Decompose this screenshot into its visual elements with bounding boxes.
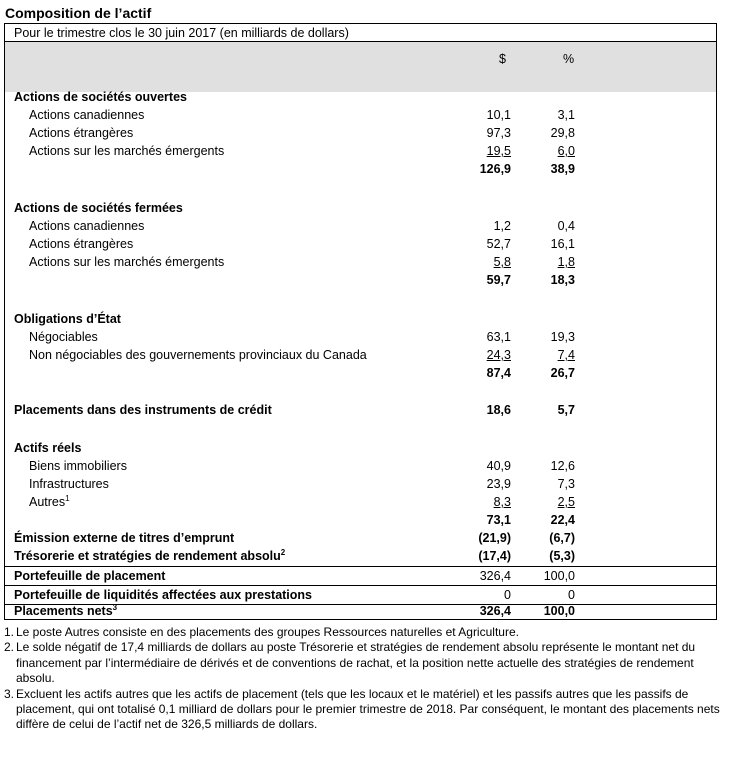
footnotes [4, 625, 724, 733]
section-heading-private-equity: Actions de sociétés fermées [14, 201, 183, 215]
table-row: Actions canadiennes 10,1 3,1 [29, 108, 575, 122]
section-heading-government-bonds: Obligations d’État [14, 312, 121, 326]
credit-investments-row: Placements dans des instruments de crédit 18,6 5,7 [14, 403, 575, 417]
footnote: 3. Excluent les actifs autres que les actifs de placement (tels que les locaux et le matériel) et les passifs autres que les passifs de placement, qui ont totalisé 0,1 milliard de dollars pour le premier trimestre de 2018. Par conséquent, le montant des placements nets diffère de celui de l’actif net de 326,5 milliards de dollars. [4, 686, 720, 732]
subtotal-row: 59,7 18,3 [486, 273, 575, 287]
column-header-percent: % [563, 52, 575, 66]
page-title: Composition de l’actif [5, 5, 152, 21]
footnote: 1. Le poste Autres consiste en des placements des groupes Ressources naturelles et Agriculture. [4, 625, 519, 639]
footnote: 2. Le solde négatif de 17,4 milliards de dollars au poste Trésorerie et stratégies de rendement absolu représente le montant net du financement par l’intermédiaire de dérivés et de conventions de rachat, et la position nette actuelle des stratégies de rendement absolu. [4, 640, 696, 686]
table-row: Non négociables des gouvernements provinciaux du Canada 24,3 7,4 [29, 348, 575, 362]
table-row: Négociables 63,1 19,3 [29, 330, 575, 344]
column-header-dollars: $ [499, 52, 506, 66]
investment-portfolio-row: Portefeuille de placement 326,4 100,0 [14, 569, 575, 583]
column-header-band [5, 42, 716, 92]
footnote-ref: 3 [112, 602, 118, 612]
table-row: Actions sur les marchés émergents 19,5 6,0 [29, 144, 575, 158]
external-debt-row: Émission externe de titres d’emprunt (21,9) (6,7) [14, 531, 575, 545]
footnote-ref: 2 [280, 547, 286, 557]
section-heading-public-equity: Actions de sociétés ouvertes [14, 90, 187, 104]
net-investments-row: Placements nets$^3$ 326,4 100,0 [14, 602, 575, 618]
asset-composition-table [4, 23, 717, 620]
table-row: Actions sur les marchés émergents 5,8 1,8 [29, 255, 575, 269]
subtotal-row: 87,4 26,7 [486, 366, 575, 380]
footnote-ref: 1 [65, 493, 70, 503]
section-heading-real-assets: Actifs réels [14, 441, 82, 455]
table-row: Biens immobiliers 40,9 12,6 [29, 459, 575, 473]
table-row: Actions étrangères 52,7 16,1 [29, 237, 575, 251]
table-row: Actions étrangères 97,3 29,8 [29, 126, 575, 140]
benefit-liquidity-row: Portefeuille de liquidités affectées aux prestations 0 0 [14, 588, 575, 602]
subtotal-row: 126,9 38,9 [479, 162, 575, 176]
table-subtitle: Pour le trimestre clos le 30 juin 2017 (en milliards de dollars) [5, 24, 716, 42]
table-row: Autres$^1$ 8,3 2,5 [29, 493, 575, 509]
table-row: Actions canadiennes 1,2 0,4 [29, 219, 575, 233]
table-row: Infrastructures 23,9 7,3 [29, 477, 575, 491]
treasury-row: Trésorerie et stratégies de rendement absolu$^2$ (17,4) (5,3) [14, 547, 575, 563]
subtotal-row: 73,1 22,4 [486, 513, 575, 527]
